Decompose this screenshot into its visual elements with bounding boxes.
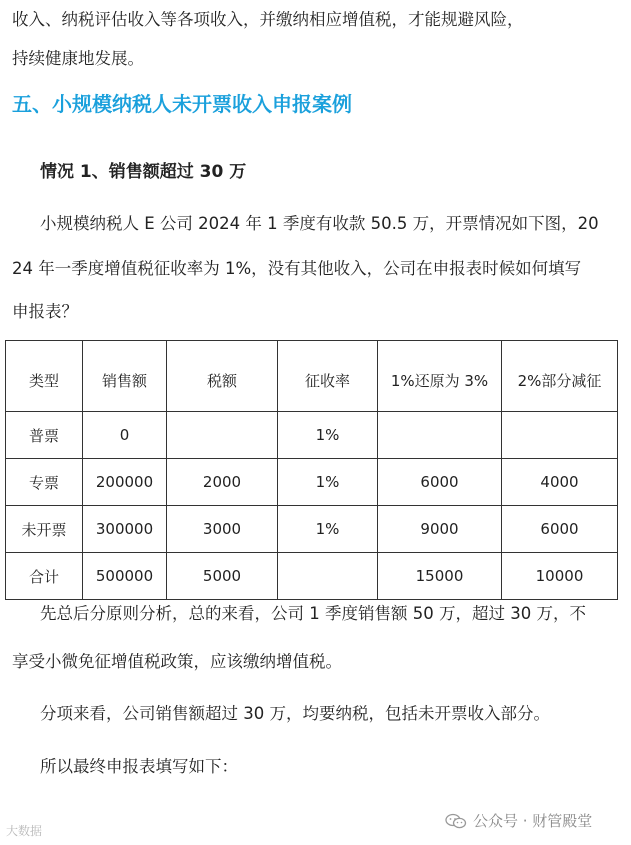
table-cell: 300000 bbox=[83, 506, 167, 553]
table-row bbox=[6, 412, 618, 459]
case-text-line-3: 申报表？ bbox=[12, 302, 78, 321]
table-cell: 6000 bbox=[502, 506, 618, 553]
table-cell: 9000 bbox=[378, 506, 502, 553]
case-text-line-1: 小规模纳税人 E 公司 2024 年 1 季度有收款 50.5 万，开票情况如下图，20 bbox=[40, 214, 599, 233]
wechat-account-name: 公众号 · 财管殿堂 bbox=[473, 812, 593, 830]
table-row-total bbox=[6, 553, 618, 600]
table-cell: 200000 bbox=[83, 459, 167, 506]
table-header-cell: 2%部分减征 bbox=[502, 341, 618, 412]
table-cell: 15000 bbox=[378, 553, 502, 600]
table-cell: 6000 bbox=[378, 459, 502, 506]
table-cell: 专票 bbox=[6, 459, 83, 506]
table-header-row bbox=[6, 341, 618, 412]
case-title: 情况 1、销售额超过 30 万 bbox=[40, 162, 247, 182]
table-cell: 普票 bbox=[6, 412, 83, 459]
table-cell: 1% bbox=[278, 459, 378, 506]
analysis-line-3: 分项来看，公司销售额超过 30 万，均要纳税，包括未开票收入部分。 bbox=[40, 704, 550, 723]
table-header-cell: 类型 bbox=[6, 341, 83, 412]
table-cell: 4000 bbox=[502, 459, 618, 506]
watermark-left bbox=[6, 822, 42, 839]
case-text-line-2: 24 年一季度增值税征收率为 1%，没有其他收入，公司在申报表时候如何填写 bbox=[12, 259, 582, 278]
analysis-line-4: 所以最终申报表填写如下： bbox=[40, 757, 238, 776]
table-cell: 1% bbox=[278, 506, 378, 553]
table-cell: 1% bbox=[278, 412, 378, 459]
section-title: 五、小规模纳税人未开票收入申报案例 bbox=[12, 92, 352, 116]
table-cell: 3000 bbox=[167, 506, 278, 553]
intro-line-2: 持续健康地发展。 bbox=[12, 49, 144, 68]
watermark-left-text: 大数据 bbox=[6, 824, 43, 838]
table-cell: 5000 bbox=[167, 553, 278, 600]
analysis-line-2: 享受小微免征增值税政策，应该缴纳增值税。 bbox=[12, 652, 342, 671]
table-row bbox=[6, 506, 618, 553]
table-cell bbox=[167, 412, 278, 459]
table-row bbox=[6, 459, 618, 506]
analysis-line-1: 先总后分原则分析，总的来看，公司 1 季度销售额 50 万，超过 30 万，不 bbox=[40, 604, 586, 623]
table-cell: 0 bbox=[83, 412, 167, 459]
table-header-cell: 1%还原为 3% bbox=[378, 341, 502, 412]
table-cell bbox=[378, 412, 502, 459]
table-cell: 未开票 bbox=[6, 506, 83, 553]
table-header-cell: 税额 bbox=[167, 341, 278, 412]
table-cell: 2000 bbox=[167, 459, 278, 506]
table-cell bbox=[278, 553, 378, 600]
intro-line-1: 收入、纳税评估收入等各项收入，并缴纳相应增值税，才能规避风险， bbox=[12, 10, 524, 29]
table-cell: 10000 bbox=[502, 553, 618, 600]
wechat-account-watermark bbox=[445, 810, 592, 831]
table-header-cell: 销售额 bbox=[83, 341, 167, 412]
table-cell bbox=[502, 412, 618, 459]
table-cell: 500000 bbox=[83, 553, 167, 600]
table-header-cell: 征收率 bbox=[278, 341, 378, 412]
table-cell: 合计 bbox=[6, 553, 83, 600]
wechat-icon bbox=[445, 813, 467, 829]
sales-tax-table bbox=[5, 340, 618, 600]
